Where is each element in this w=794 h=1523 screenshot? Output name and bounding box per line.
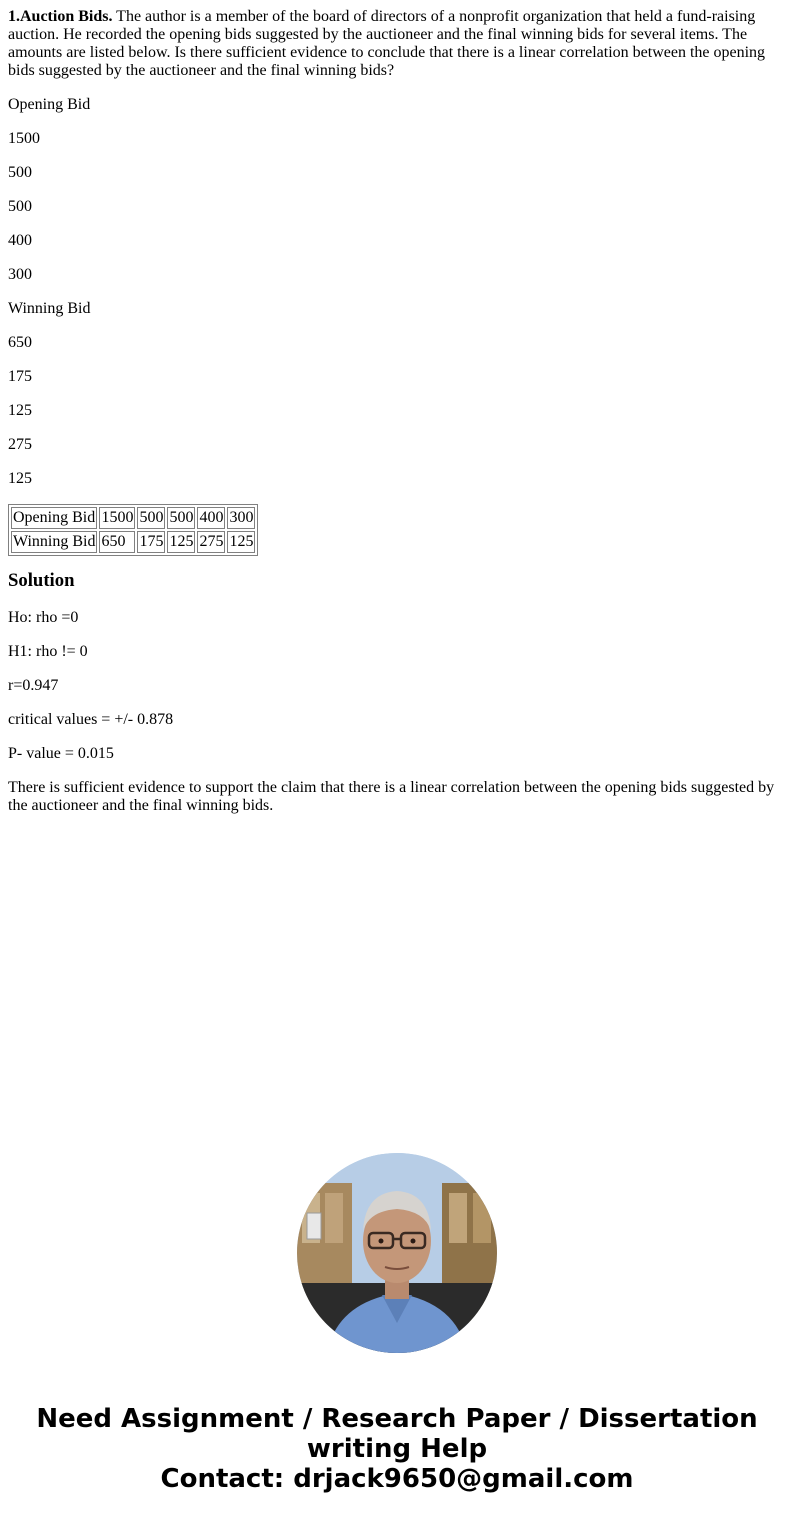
p-value: P- value = 0.015: [8, 745, 114, 762]
table-cell: 275: [197, 531, 225, 553]
table-cell: 175: [137, 531, 165, 553]
winning-bid-value: 125: [8, 470, 32, 487]
hypothesis-alt: H1: rho != 0: [8, 643, 88, 660]
critical-values: critical values = +/- 0.878: [8, 711, 174, 728]
correlation-value: r=0.947: [8, 677, 59, 694]
footer-promo: [0, 1404, 794, 1494]
document-content: [8, 8, 786, 831]
author-portrait-image: [297, 1153, 497, 1353]
table-cell: Winning Bid: [11, 531, 97, 553]
winning-bid-value: 175: [8, 368, 32, 385]
table-cell: 125: [167, 531, 195, 553]
winning-bid-value: 650: [8, 334, 32, 351]
footer-line: Need Assignment / Research Paper / Dissertation: [36, 1404, 758, 1434]
winning-bid-label: Winning Bid: [8, 300, 91, 317]
conclusion: There is sufficient evidence to support the claim that there is a linear correlation between the opening bids suggested by the auctioneer and the final winning bids.: [8, 779, 775, 814]
opening-bid-value: 1500: [8, 130, 40, 147]
question-title: 1.Auction Bids.: [8, 8, 113, 25]
bids-table: [8, 504, 258, 556]
footer-contact: Contact: drjack9650@gmail.com: [160, 1464, 634, 1494]
table-row: [11, 531, 255, 553]
opening-bid-value: 400: [8, 232, 32, 249]
opening-bid-label: Opening Bid: [8, 96, 91, 113]
winning-bid-value: 125: [8, 402, 32, 419]
avatar: [297, 1153, 497, 1353]
table-cell: 125: [227, 531, 255, 553]
table-row: [11, 507, 255, 529]
opening-bid-value: 500: [8, 164, 32, 181]
question-paragraph: [8, 8, 786, 80]
table-cell: 400: [197, 507, 225, 529]
table-cell: Opening Bid: [11, 507, 97, 529]
table-cell: 500: [167, 507, 195, 529]
table-cell: 650: [99, 531, 135, 553]
table-cell: 1500: [99, 507, 135, 529]
opening-bid-value: 500: [8, 198, 32, 215]
solution-heading: Solution: [8, 570, 75, 591]
hypothesis-null: Ho: rho =0: [8, 609, 79, 626]
question-body: The author is a member of the board of directors of a nonprofit organization that held a fund-raising auction. He recorded the opening bids suggested by the auctioneer and the final winning bids for several items. The amounts are listed below. Is there sufficient evidence to conclude that there is a linear correlation between the opening bids suggested by the auctioneer and the final winning bids?: [8, 8, 766, 79]
table-cell: 300: [227, 507, 255, 529]
footer-line: writing Help: [306, 1434, 488, 1464]
opening-bid-value: 300: [8, 266, 32, 283]
winning-bid-value: 275: [8, 436, 32, 453]
table-cell: 500: [137, 507, 165, 529]
